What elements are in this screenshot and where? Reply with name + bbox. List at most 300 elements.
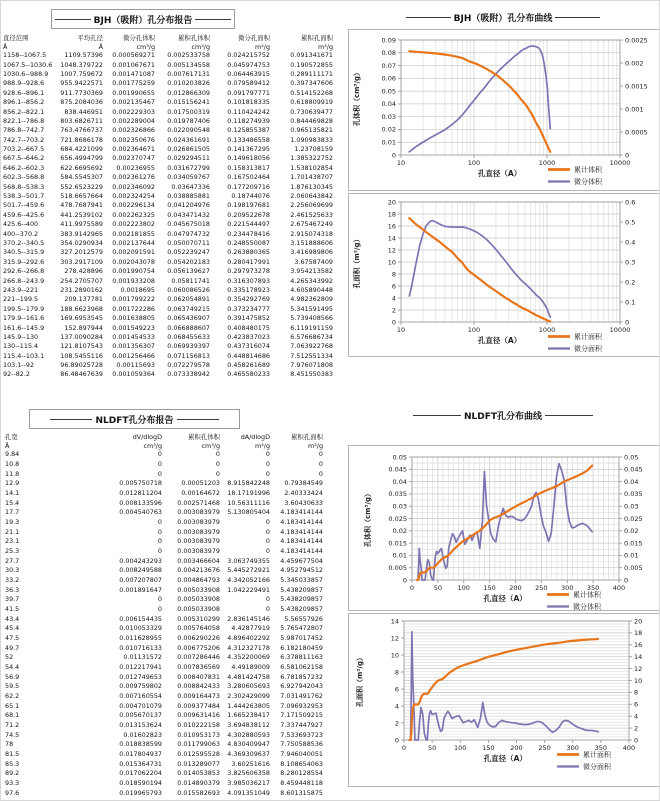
table-cell: 0.730639477 (290, 107, 333, 116)
table-cell: m²/g (255, 441, 270, 450)
table-cell: 0.013153624 (119, 721, 162, 729)
table-cell: 14.1 (5, 488, 20, 497)
table-cell: 1007.759672 (60, 69, 103, 78)
table-row (5, 721, 323, 731)
table-cell: 0 (215, 459, 220, 468)
table-cell: 0.004243293 (119, 556, 162, 565)
y-left-tick-label: 20 (387, 198, 396, 207)
table-cell: 0.018838599 (119, 740, 162, 749)
table-cell: 0.006154435 (119, 614, 162, 623)
title-dash (413, 415, 461, 416)
table-cell: 0.965135821 (290, 126, 333, 135)
y-left-tick-label: 0.01 (381, 138, 396, 147)
table-cell: 0.019965793 (119, 788, 162, 797)
table-row (3, 192, 333, 201)
table-cell: 0.001990754 (112, 267, 155, 276)
bjh-table (3, 34, 333, 376)
x-tick-label: 0 (409, 584, 415, 592)
table-cell: 5.987017452 (280, 633, 323, 642)
y-right-tick-label: 0.002 (625, 59, 644, 68)
table-row (3, 370, 333, 376)
table-cell: 0.002571468 (177, 498, 220, 507)
table-cell: 0.091797771 (227, 88, 270, 97)
table-units-row (3, 43, 333, 52)
table-cell: 243.9--221 (3, 285, 39, 294)
table-row (3, 314, 333, 323)
table-row (5, 692, 323, 702)
table-row (5, 460, 323, 470)
table-cell: 7.946040051 (280, 750, 323, 759)
legend-label: 累计面积 (574, 333, 602, 341)
table-cell: 2.060643842 (290, 192, 333, 201)
table-cell: 65.1 (5, 701, 20, 710)
y-left-tick-label: 0.06 (381, 74, 396, 83)
table-cell: 0.002370747 (112, 154, 155, 163)
table-cell: 1109.57396 (64, 51, 103, 60)
table-cell: 0.007160554 (119, 691, 162, 700)
table-row (3, 117, 333, 126)
y-right-tick-label: 0.2 (625, 278, 636, 287)
x-tick-label: 50 (427, 744, 437, 752)
table-cell: 0.019787406 (167, 116, 210, 125)
table-cell: 4.302880593 (227, 730, 270, 739)
table-row (5, 663, 323, 673)
table-row (5, 586, 323, 596)
table-cell: 1.090983833 (290, 135, 333, 144)
table-cell: 0.005134558 (167, 60, 210, 69)
y-left-tick-label: 0.005 (388, 564, 407, 572)
legend-label: 微分面积 (583, 763, 611, 771)
nldft-curve-title: NLDFT孔分布曲线 (463, 411, 543, 422)
nldft-table (5, 433, 323, 799)
table-cell: 411.9975589 (60, 220, 103, 229)
x-tick-label: 10 (396, 159, 406, 167)
bjh-area-chart-svg (349, 194, 659, 356)
table-cell: 0.316307893 (227, 276, 270, 285)
x-tick-label: 100 (467, 159, 481, 167)
table-row (3, 183, 333, 192)
table-row (3, 79, 333, 88)
table-cell: 62.2 (5, 691, 20, 700)
y-right-tick-label: 6 (634, 700, 639, 709)
table-cell: 0.248550087 (227, 239, 270, 247)
y-right-tick-label: 14 (634, 653, 643, 661)
table-cell: 0.167502464 (227, 173, 270, 182)
table-cell: 0.022090548 (167, 126, 210, 135)
table-cell: 856.2--822.1 (3, 107, 45, 116)
x-tick-label: 250 (538, 744, 551, 752)
y-left-tick-label: 18 (387, 210, 396, 219)
table-cell: 0.002350676 (112, 135, 155, 144)
table-row (5, 547, 323, 557)
table-cell: 188.6623968 (60, 304, 103, 313)
bjh-volume-chart-svg (349, 30, 659, 190)
table-cell: 1.701438707 (290, 173, 333, 182)
table-cell: 0.149618056 (227, 154, 270, 163)
table-cell: 30.3 (5, 566, 20, 575)
table-cell: 0.005033908 (177, 585, 220, 594)
table-cell: 8.280128554 (280, 769, 323, 778)
table-cell: 2.302429099 (227, 691, 270, 700)
title-dash (195, 19, 231, 20)
y-left-tick-label: 0.01 (392, 551, 407, 560)
table-cell: 6.781857232 (280, 672, 323, 681)
table-row (3, 211, 333, 220)
table-cell: 0.018590194 (119, 779, 162, 788)
table-cell: 5.438209857 (280, 595, 323, 604)
y-axis-title: 孔体积（cm³/g） (353, 68, 361, 127)
table-row (3, 51, 333, 60)
table-cell: 8.108654063 (280, 759, 323, 768)
table-cell: 0.408480175 (227, 323, 270, 332)
table-cell: 7.031491762 (280, 691, 323, 700)
table-cell: 742.7--703.2 (3, 135, 45, 144)
table-cell: 145.9--130 (3, 332, 39, 341)
y-left-tick-label: 12 (390, 634, 399, 643)
table-cell: 4.183414144 (280, 537, 323, 546)
table-cell: 0.005750718 (119, 479, 162, 488)
y-right-tick-label: 0.01 (624, 551, 639, 560)
table-cell: 0 (215, 450, 220, 459)
table-cell: 0.012749653 (119, 672, 162, 681)
nldft-curve-title-row (348, 407, 658, 423)
table-cell: 45.4 (5, 624, 20, 633)
y-right-tick-label: 0.035 (624, 490, 643, 499)
table-cell: m²/g (308, 441, 323, 450)
table-cell: 108.5455116 (60, 351, 103, 360)
table-cell: 0.003083979 (177, 508, 220, 517)
table-cell: 0.060086526 (167, 285, 210, 294)
table-row (3, 173, 333, 182)
table-cell: 81.5 (5, 750, 20, 759)
table-cell: 41.5 (5, 604, 20, 613)
y-axis-title: 孔体积（cm³/g） (364, 489, 372, 548)
table-row (5, 702, 323, 712)
table-cell: 0.0018695 (120, 285, 155, 294)
y-right-tick-label: 0 (624, 576, 629, 585)
table-cell: 0.18744076 (231, 192, 270, 201)
y-right-tick-label: 0.03 (624, 502, 639, 511)
table-row (5, 557, 323, 567)
y-right-tick-label: 12 (634, 664, 643, 673)
table-cell: 0.263880365 (227, 248, 270, 257)
table-cell: 0.065436907 (167, 314, 210, 323)
table-cell: 56.9 (5, 672, 20, 681)
table-cell: 0.003466604 (177, 556, 220, 565)
table-cell: 7.512551334 (290, 351, 333, 360)
table-cell: 43.4 (5, 614, 20, 623)
y-right-tick-label: 10 (634, 676, 643, 685)
table-cell: 2.675467249 (290, 220, 333, 229)
table-cell: 2.915074318 (290, 229, 333, 238)
table-cell: 0.011628955 (119, 633, 162, 642)
table-cell: 0.034059767 (167, 173, 210, 182)
table-row (5, 518, 323, 528)
table-cell: 0.056139627 (167, 267, 210, 276)
table-row (3, 361, 333, 370)
table-cell: 584.5545307 (60, 173, 103, 182)
table-cell: 0.017500319 (167, 107, 210, 116)
y-right-tick-label: 0.045 (624, 465, 643, 474)
table-row (5, 489, 323, 499)
table-cell: 0 (157, 537, 162, 546)
x-tick-label: 350 (594, 744, 608, 752)
plot-border (401, 40, 620, 155)
table-row (5, 779, 323, 789)
x-tick-label: 200 (509, 584, 522, 592)
y-left-tick-label: 8 (394, 668, 399, 677)
table-cell: 54.4 (5, 662, 20, 671)
table-cell: 0 (265, 517, 270, 526)
table-cell: 0.004540763 (119, 508, 162, 517)
table-cell: 0.010716133 (119, 643, 162, 652)
table-cell: 0.038885881 (167, 192, 210, 201)
table-row (5, 731, 323, 741)
table-cell: 0.133486558 (227, 135, 270, 144)
y-right-tick-label: 0.0015 (625, 82, 648, 91)
table-cell: 0.006290226 (177, 633, 220, 642)
title-dash (177, 419, 219, 420)
table-cell: 36.3 (5, 585, 20, 594)
table-cell: m²/g (255, 42, 270, 51)
table-cell: 0.002361276 (112, 173, 155, 182)
table-cell: 0.009759802 (119, 682, 162, 691)
table-cell: 0.289111171 (290, 69, 333, 78)
y-left-tick-label: 0.03 (381, 112, 396, 121)
table-cell: 0.001638805 (112, 314, 155, 323)
table-cell: 0.141367295 (227, 145, 270, 154)
bjh-volume-chart (348, 29, 660, 191)
table-cell: 7.976071808 (290, 361, 333, 370)
table-cell: 0.844469828 (290, 116, 333, 125)
table-cell: 0 (157, 450, 162, 459)
table-cell: 0.05811741 (171, 276, 210, 285)
table-cell: 354.0290934 (60, 239, 103, 247)
table-header-row (3, 34, 333, 43)
table-cell: 4.183414144 (280, 517, 323, 526)
table-cell: 0.014053853 (177, 769, 220, 778)
table-cell: 7.096932953 (280, 701, 323, 710)
table-cell: 52 (5, 653, 14, 662)
table-cell: 0 (265, 537, 270, 546)
table-cell: 199.5--179.9 (3, 304, 45, 313)
table-cell: 568.8--538.3 (3, 182, 45, 191)
table-cell: Å (98, 42, 103, 51)
y-left-tick-label: 0 (391, 151, 396, 160)
table-cell: 0.002262325 (112, 210, 155, 219)
table-cell: 6.581062158 (280, 662, 323, 671)
table-row (5, 499, 323, 509)
table-cell: 130--115.4 (3, 342, 39, 351)
table-cell: 33.2 (5, 575, 20, 584)
table-cell: 86.48467639 (60, 370, 103, 376)
table-cell: 231.2890162 (60, 285, 103, 294)
y-left-tick-label: 4 (391, 294, 396, 303)
table-cell: 0.045974753 (227, 60, 270, 69)
table-cell: 0.006775206 (177, 643, 220, 652)
table-cell: 5.341591495 (290, 304, 333, 313)
y-left-tick-label: 6 (394, 685, 399, 694)
x-tick-label: 400 (622, 744, 636, 752)
table-cell: 0.002326866 (112, 126, 155, 135)
table-cell: 1048.379722 (60, 60, 103, 69)
table-cell: 0.029294511 (167, 154, 210, 163)
table-row (5, 644, 323, 654)
table-cell: 0.01602823 (123, 730, 162, 739)
table-cell: 5.345033857 (280, 575, 323, 584)
table-cell: 0.066888607 (167, 323, 210, 332)
table-row (5, 789, 323, 799)
table-cell: 74.5 (5, 730, 20, 739)
nldft-report-title-box (29, 409, 240, 429)
table-cell: 0.001990655 (112, 88, 155, 97)
table-cell: 累积孔面积 (291, 433, 323, 441)
y-right-tick-label: 16 (634, 641, 643, 650)
table-cell: 4.342052166 (227, 575, 270, 584)
table-cell: 400--370.2 (3, 229, 39, 238)
table-cell: 478.7687941 (60, 201, 103, 210)
table-cell: 3.280605693 (227, 682, 270, 691)
table-cell: 0.007207807 (119, 575, 162, 584)
x-axis-title: 孔直径（A） (483, 594, 527, 603)
table-cell: 0.221544497 (227, 220, 270, 229)
table-row (5, 479, 323, 489)
y-left-tick-label: 10 (387, 258, 396, 267)
table-cell: 0.008842433 (177, 682, 220, 691)
series-line-累计体积 (409, 51, 550, 152)
table-cell: 0.010053329 (119, 624, 162, 633)
table-cell: 3.416989806 (290, 248, 333, 257)
table-cell: 1.444263805 (227, 701, 270, 710)
x-axis-title: 孔直径（A） (477, 336, 522, 345)
table-cell: 0.125855387 (227, 126, 270, 135)
title-dash (50, 419, 92, 420)
x-tick-label: 50 (433, 584, 443, 592)
legend-label: 微分面积 (574, 345, 602, 353)
table-cell: 179.9--161.6 (3, 314, 45, 323)
table-cell: 7.063922768 (290, 342, 333, 351)
table-cell: 0.015156241 (167, 98, 210, 107)
table-cell: 121.8107543 (60, 342, 103, 351)
table-cell: Å (3, 42, 8, 51)
y-right-tick-label: 0.025 (624, 514, 643, 523)
bjh-area-chart (348, 193, 660, 357)
table-row (3, 230, 333, 239)
x-tick-label: 100 (467, 326, 481, 334)
table-cell: 0.010953173 (177, 730, 220, 739)
table-cell: 7.750588536 (280, 740, 323, 749)
table-cell: 9.84 (5, 450, 20, 459)
table-cell: 0.007617131 (167, 69, 210, 78)
table-cell: 0.00164672 (181, 488, 220, 497)
table-cell: 0.072279578 (167, 361, 210, 370)
table-cell: 89.2 (5, 769, 20, 778)
table-cell: 0 (265, 459, 270, 468)
table-row (5, 470, 323, 480)
table-cell: 3.60251616 (231, 759, 270, 768)
table-row (5, 576, 323, 586)
table-cell: 0 (265, 450, 270, 459)
table-cell: 0.005310299 (177, 614, 220, 623)
legend-label: 微分体积 (574, 178, 602, 186)
table-cell: 0.001891647 (119, 585, 162, 594)
table-cell: 直径范围 (3, 34, 29, 42)
table-cell: 平均孔径 (77, 34, 103, 42)
table-cell: 1067.5--1030.6 (3, 60, 53, 69)
title-dash (55, 19, 91, 20)
bjh-report-title-box (51, 9, 235, 29)
table-cell: 0.177209716 (227, 182, 270, 191)
table-cell: 0.335178923 (227, 285, 270, 294)
legend-label: 累计体积 (573, 591, 601, 599)
table-row (5, 537, 323, 547)
title-dash (406, 17, 451, 18)
y-left-tick-label: 12 (387, 246, 396, 255)
table-cell: 721.8686178 (60, 135, 103, 144)
table-cell: 0.047974732 (167, 229, 210, 238)
table-cell: 1.23708159 (294, 145, 333, 154)
table-cell: 0.003083979 (177, 537, 220, 546)
y-right-tick-label: 0 (625, 318, 630, 327)
nldft-volume-chart (348, 445, 660, 611)
table-cell: 0.158313817 (227, 163, 270, 172)
table-cell: 0.110424242 (227, 107, 270, 116)
table-cell: 47.5 (5, 633, 20, 642)
table-cell: 0 (265, 604, 270, 613)
table-cell: 0.052239247 (167, 248, 210, 257)
table-cell: 10.8 (5, 459, 20, 468)
table-cell: 0 (157, 469, 162, 478)
table-cell: 0 (265, 546, 270, 555)
table-row (5, 508, 323, 518)
table-cell: 1158--1067.5 (3, 51, 47, 60)
table-cell: 0.002223802 (112, 220, 155, 229)
y-left-tick-label: 0.035 (388, 490, 407, 499)
table-cell: 3.60430633 (284, 498, 323, 507)
table-row (5, 711, 323, 721)
table-cell: 0.010222158 (177, 721, 220, 729)
y-left-tick-label: 0.015 (388, 539, 407, 548)
table-cell: 0.091341671 (290, 51, 333, 60)
table-cell: 0.002346092 (112, 182, 155, 191)
table-cell: 4.952794512 (280, 566, 323, 575)
table-row (5, 566, 323, 576)
y-left-tick-label: 0 (402, 576, 407, 585)
table-row (3, 154, 333, 163)
bjh-report-title: BJH（吸附）孔分布报告 (93, 15, 193, 26)
table-cell: 6.182180459 (280, 643, 323, 652)
table-cell: 93.3 (5, 779, 20, 788)
table-cell: 4.312327178 (227, 643, 270, 652)
table-cell: 0.209522678 (227, 210, 270, 219)
table-row (5, 624, 323, 634)
table-row (5, 740, 323, 750)
table-cell: 微分孔面积 (238, 34, 270, 42)
table-cell: 1.665238417 (227, 711, 270, 720)
table-row (3, 164, 333, 173)
table-cell: 19.3 (5, 517, 20, 526)
table-cell: 0 (265, 527, 270, 536)
table-cell: 0.045675018 (167, 220, 210, 229)
table-cell: 0.031672799 (167, 163, 210, 172)
table-cell: 803.6826711 (60, 116, 103, 125)
y-left-tick-label: 8 (391, 270, 396, 279)
table-cell: 0.011799063 (177, 740, 220, 749)
table-cell: 0.024215752 (227, 51, 270, 60)
table-cell: 0.001933208 (112, 276, 155, 285)
table-cell: 667.5--646.2 (3, 154, 45, 163)
table-cell: Å (5, 441, 10, 450)
